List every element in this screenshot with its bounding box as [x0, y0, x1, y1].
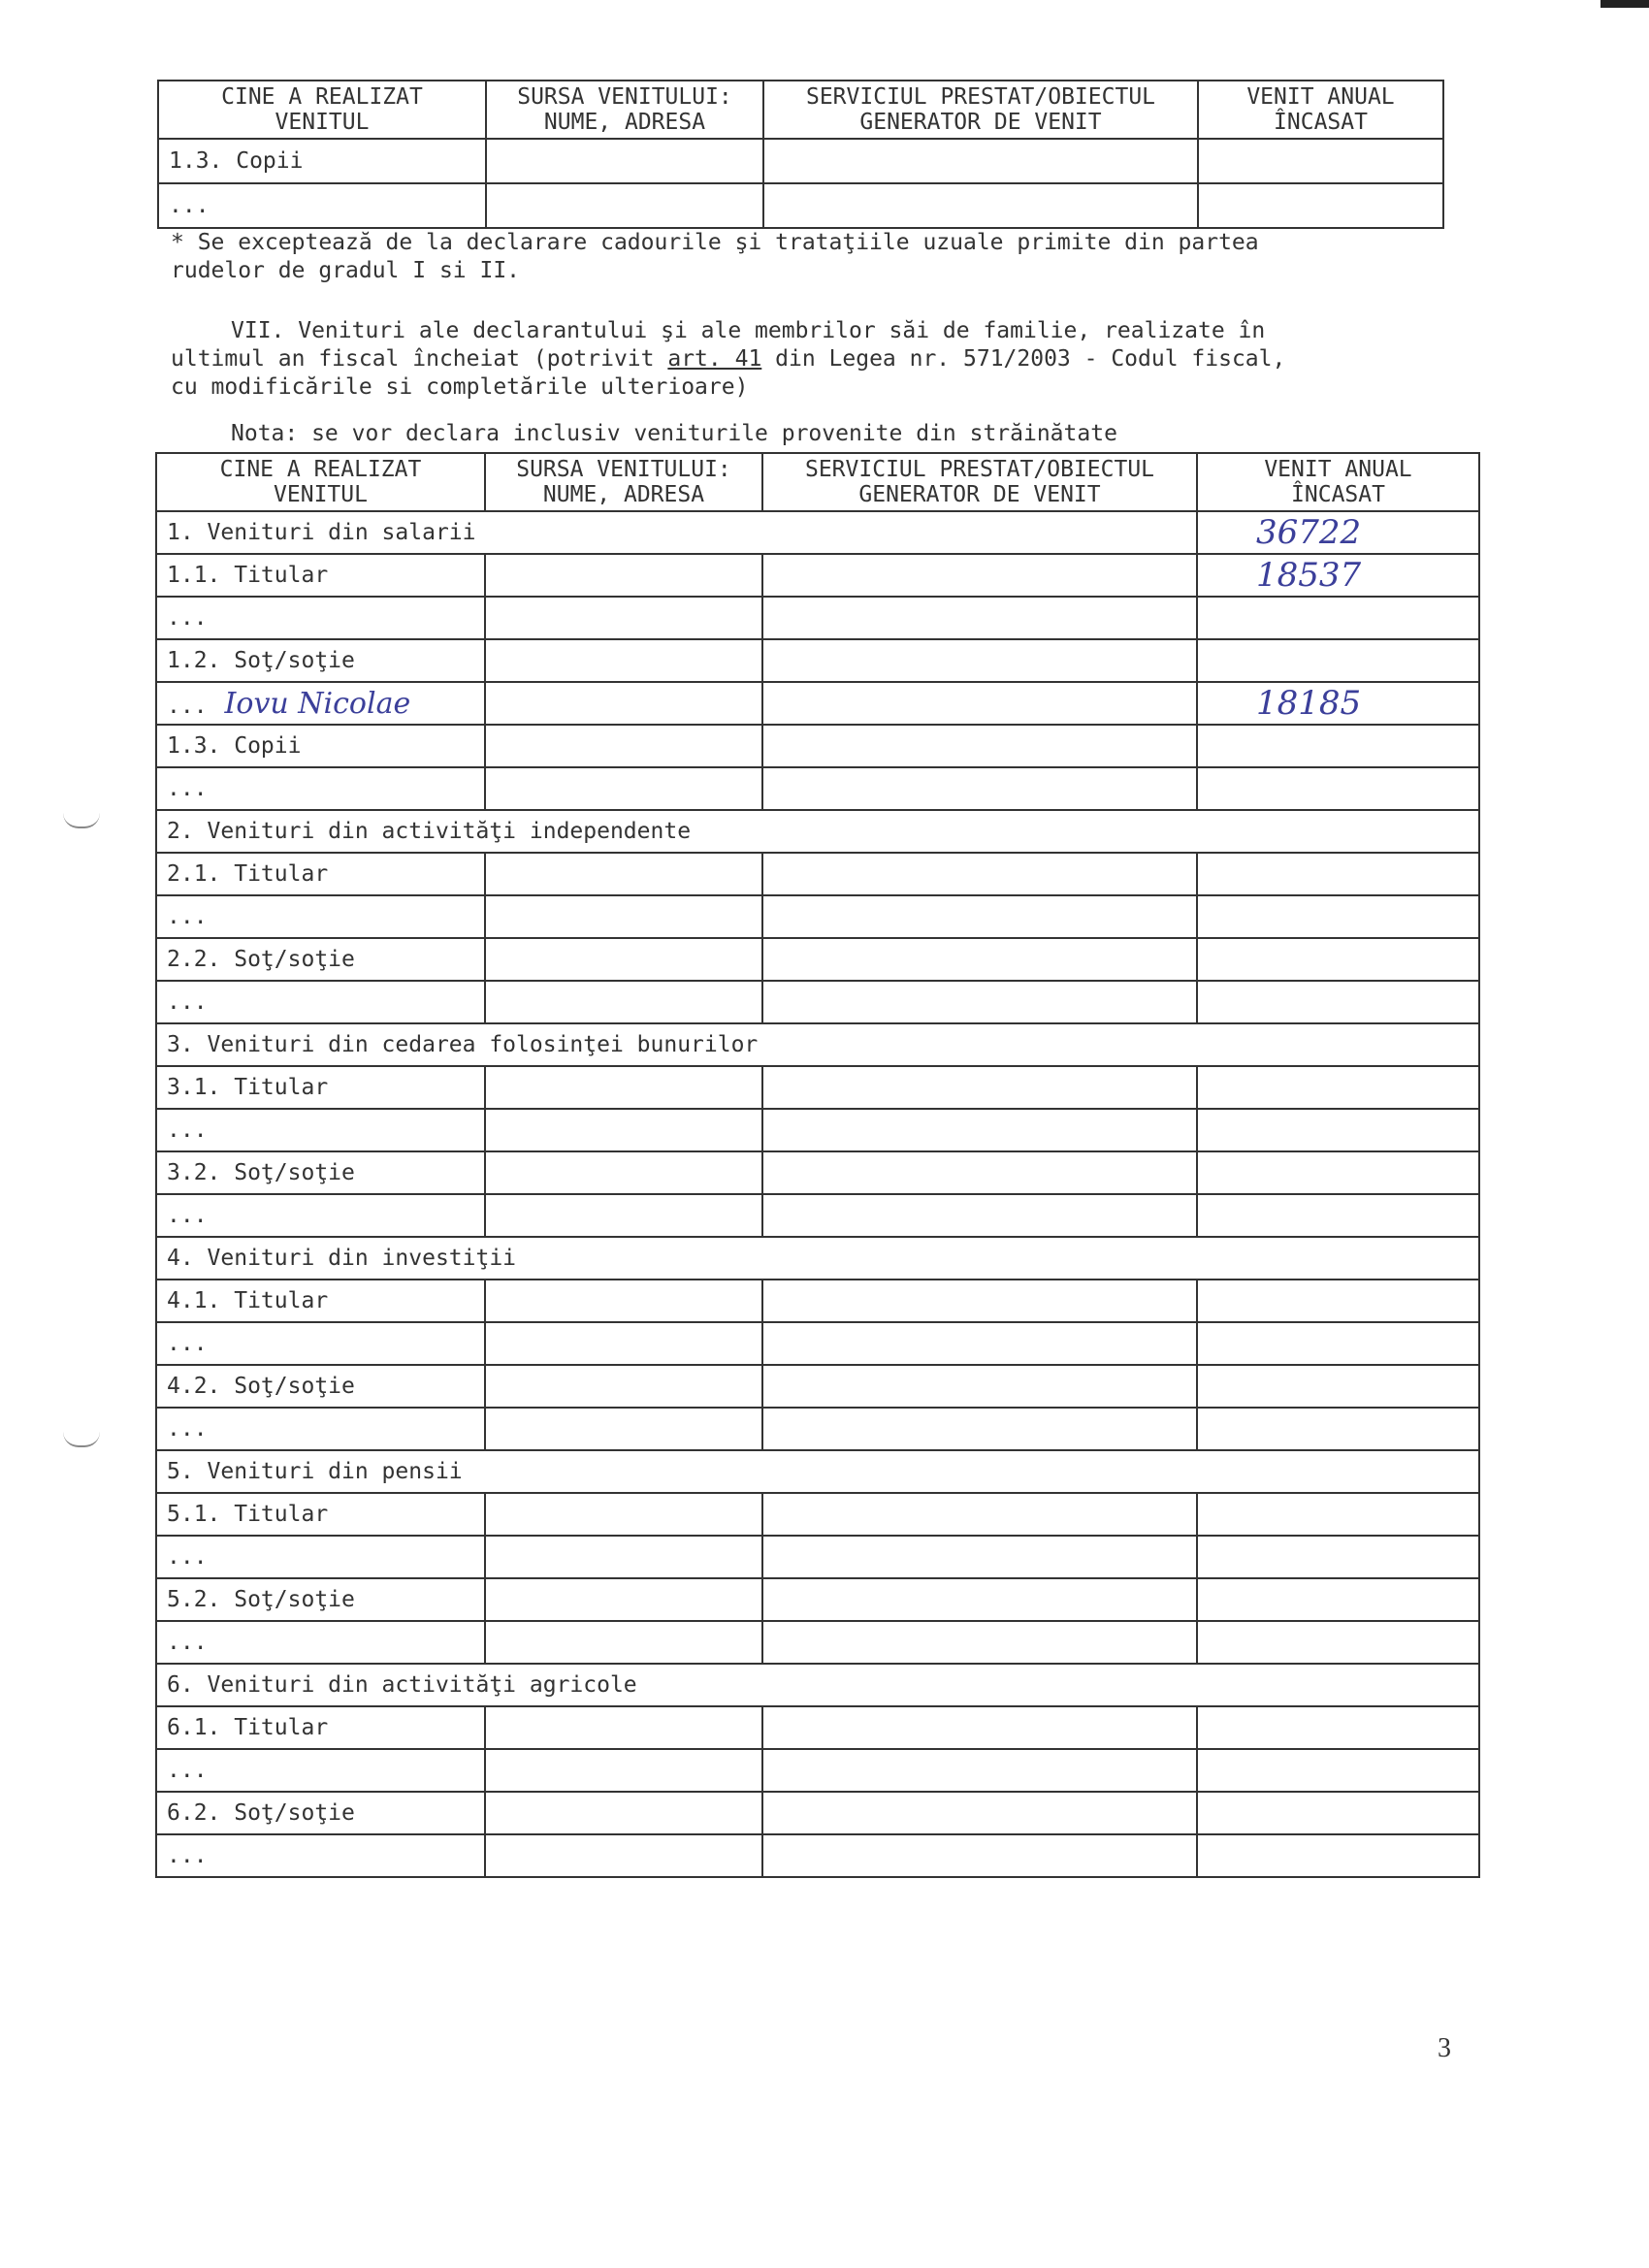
- row-label: 2.1. Titular: [156, 853, 485, 895]
- titular-salary-value: 18537: [1197, 554, 1479, 597]
- nota: Nota: se vor declara inclusiv veniturile provenite din străinătate: [231, 421, 1117, 446]
- section-text: cu modificările si completările ulterioare): [171, 374, 749, 400]
- table-row: [156, 597, 1479, 639]
- scan-page-edge: [1600, 0, 1649, 8]
- section-title: 6. Venituri din activităţi agricole: [156, 1664, 1479, 1706]
- table-row: [156, 682, 1479, 725]
- table-row: [158, 139, 1443, 183]
- table-row: [156, 1151, 1479, 1194]
- table-row: [156, 853, 1479, 895]
- scan-hole-mark: [63, 1432, 100, 1447]
- row-label: 3.2. Soţ/soţie: [156, 1151, 485, 1194]
- table-row: [156, 1408, 1479, 1450]
- col-header-who: CINE A REALIZAT VENITUL: [156, 453, 485, 511]
- col-header-source: SURSA VENITULUI: NUME, ADRESA: [486, 81, 763, 139]
- table-row: [156, 1322, 1479, 1365]
- salary-total-value: 36722: [1197, 511, 1479, 554]
- row-label: 2.2. Soţ/soţie: [156, 938, 485, 981]
- spouse-salary-value: 18185: [1197, 682, 1479, 725]
- section-row-salaries: [156, 511, 1479, 554]
- row-label: ...: [156, 1621, 485, 1664]
- row-label: ...: [156, 1834, 485, 1877]
- section-title: 2. Venituri din activităţi independente: [156, 810, 1479, 853]
- income-table-continued: [157, 80, 1444, 229]
- table-row: [156, 1536, 1479, 1578]
- table-row: [156, 1706, 1479, 1749]
- section-label: VII.: [231, 318, 285, 343]
- table-row: [158, 183, 1443, 228]
- footnote-line: rudelor de gradul I si II.: [171, 258, 521, 283]
- row-label: 5.2. Soţ/soţie: [156, 1578, 485, 1621]
- section-row-pensions: [156, 1450, 1479, 1493]
- table-row: [156, 554, 1479, 597]
- row-label-text: ...: [167, 693, 208, 719]
- row-label: 3.1. Titular: [156, 1066, 485, 1109]
- section-title: 1. Venituri din salarii: [156, 511, 1197, 554]
- row-label: ...: [156, 1109, 485, 1151]
- table-row: [156, 1066, 1479, 1109]
- table-header-row: [156, 453, 1479, 511]
- table-header-row: [158, 81, 1443, 139]
- col-header-income: VENIT ANUAL ÎNCASAT: [1198, 81, 1443, 139]
- row-label: 5.1. Titular: [156, 1493, 485, 1536]
- row-label: ...: [156, 1536, 485, 1578]
- row-label: 1.3. Copii: [158, 139, 486, 183]
- section-title: 4. Venituri din investiţii: [156, 1237, 1479, 1280]
- table-row: [156, 725, 1479, 767]
- section-title: 5. Venituri din pensii: [156, 1450, 1479, 1493]
- table-row: [156, 1792, 1479, 1834]
- section-title: 3. Venituri din cedarea folosinţei bunurilor: [156, 1023, 1479, 1066]
- row-label: ...: [156, 597, 485, 639]
- section-row-investments: [156, 1237, 1479, 1280]
- row-label: ...: [156, 895, 485, 938]
- row-label: 4.2. Soţ/soţie: [156, 1365, 485, 1408]
- col-header-income: VENIT ANUAL ÎNCASAT: [1197, 453, 1479, 511]
- row-label: ...: [156, 1408, 485, 1450]
- table-row: [156, 1834, 1479, 1877]
- row-label: 4.1. Titular: [156, 1280, 485, 1322]
- page-number: 3: [1438, 2033, 1451, 2063]
- table-row: [156, 1194, 1479, 1237]
- table-row: [156, 1280, 1479, 1322]
- law-article-link[interactable]: art. 41: [667, 346, 762, 372]
- col-header-service: SERVICIUL PRESTAT/OBIECTUL GENERATOR DE VENIT: [762, 453, 1197, 511]
- table-row: [156, 1578, 1479, 1621]
- footnote-line: * Se exceptează de la declarare cadourile şi trataţiile uzuale primite din partea: [171, 230, 1259, 255]
- table-row: [156, 1365, 1479, 1408]
- row-label: 6.2. Soţ/soţie: [156, 1792, 485, 1834]
- col-header-who: CINE A REALIZAT VENITUL: [158, 81, 486, 139]
- table-row: [156, 981, 1479, 1023]
- table-row: [156, 1109, 1479, 1151]
- row-label: ...: [156, 1322, 485, 1365]
- row-label: ...: [156, 1749, 485, 1792]
- spouse-name: Iovu Nicolae: [224, 686, 411, 721]
- section-row-independent: [156, 810, 1479, 853]
- section-text: ultimul an fiscal încheiat (potrivit: [171, 346, 668, 372]
- row-label: 1.3. Copii: [156, 725, 485, 767]
- section-vii-intro: [171, 317, 1285, 402]
- section-row-property-use: [156, 1023, 1479, 1066]
- row-label: 6.1. Titular: [156, 1706, 485, 1749]
- section-text: Venituri ale declarantului şi ale membrilor săi de familie, realizate în: [284, 318, 1266, 343]
- col-header-service: SERVICIUL PRESTAT/OBIECTUL GENERATOR DE VENIT: [763, 81, 1198, 139]
- income-table: [155, 452, 1480, 1878]
- table-row: [156, 938, 1479, 981]
- footnote: [171, 229, 1259, 285]
- col-header-source: SURSA VENITULUI: NUME, ADRESA: [485, 453, 762, 511]
- row-label: 1.2. Soţ/soţie: [156, 639, 485, 682]
- scan-hole-mark: [63, 813, 100, 828]
- table-row: [156, 639, 1479, 682]
- row-label: ...: [156, 981, 485, 1023]
- table-row: [156, 1749, 1479, 1792]
- table-row: [156, 895, 1479, 938]
- row-label: ...: [156, 767, 485, 810]
- row-label: ...: [158, 183, 486, 228]
- section-text: din Legea nr. 571/2003 - Codul fiscal,: [761, 346, 1286, 372]
- row-label: ...: [156, 1194, 485, 1237]
- table-row: [156, 1621, 1479, 1664]
- row-label: [156, 682, 485, 725]
- row-label: 1.1. Titular: [156, 554, 485, 597]
- table-row: [156, 1493, 1479, 1536]
- table-row: [156, 767, 1479, 810]
- section-row-agricultural: [156, 1664, 1479, 1706]
